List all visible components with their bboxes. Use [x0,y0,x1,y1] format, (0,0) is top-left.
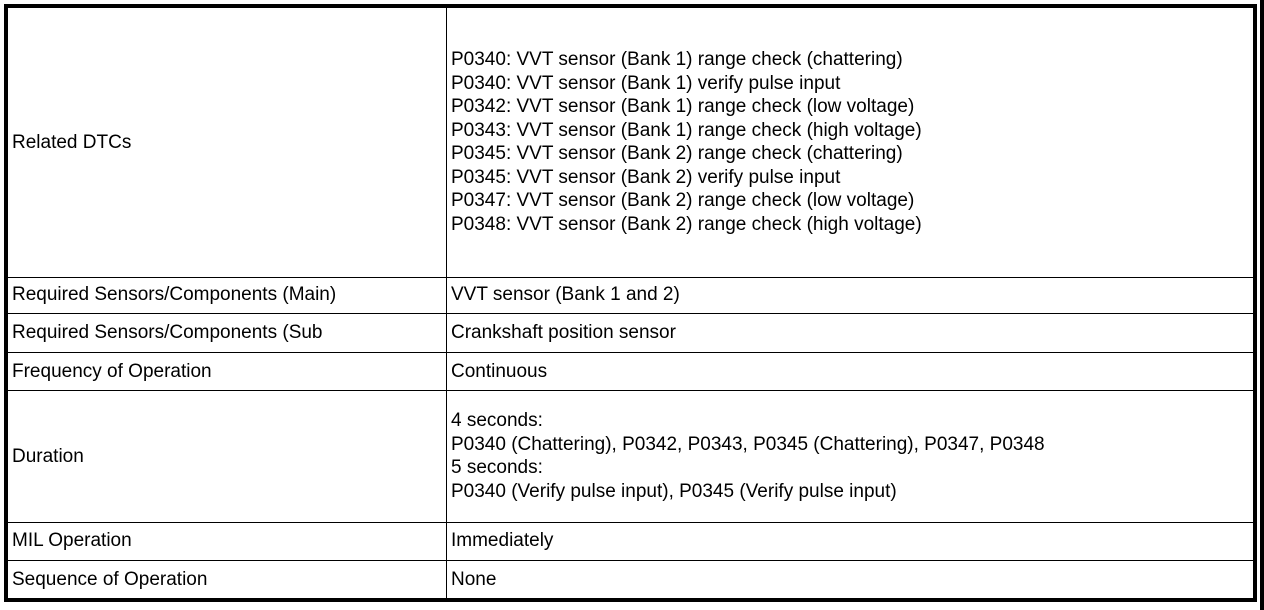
dtc-line: P0340: VVT sensor (Bank 1) verify pulse input [451,72,841,94]
required-main-value: VVT sensor (Bank 1 and 2) [447,277,1254,313]
mil-operation-label: MIL Operation [8,522,447,560]
related-dtcs-label: Related DTCs [8,8,447,278]
dtc-line: P0340: VVT sensor (Bank 1) range check (chattering) [451,49,903,71]
related-dtcs-value [447,8,1254,278]
duration-line: 5 seconds: [451,457,543,479]
sequence-label: Sequence of Operation [8,560,447,598]
dtc-line: P0345: VVT sensor (Bank 2) verify pulse input [451,166,841,188]
table-row-mil-operation [8,522,1254,560]
table-row-related-dtcs [8,8,1254,278]
frequency-label: Frequency of Operation [8,352,447,390]
dtc-line: P0345: VVT sensor (Bank 2) range check (chattering) [451,143,903,165]
table-row-required-main [8,277,1254,313]
mil-operation-value: Immediately [447,522,1254,560]
required-sub-label: Required Sensors/Components (Sub [8,313,447,352]
table-row-duration [8,391,1254,523]
required-main-label: Required Sensors/Components (Main) [8,277,447,313]
dtc-line: P0347: VVT sensor (Bank 2) range check (low voltage) [451,190,915,212]
duration-value [447,391,1254,523]
duration-line: P0340 (Verify pulse input), P0345 (Verify pulse input) [451,480,897,502]
sequence-value: None [447,560,1254,598]
table-row-sequence [8,560,1254,598]
dtc-line: P0348: VVT sensor (Bank 2) range check (high voltage) [451,213,922,235]
page-edge-bar [1260,0,1264,610]
dtc-line: P0343: VVT sensor (Bank 1) range check (high voltage) [451,119,922,141]
spec-table-frame [4,4,1257,602]
dtc-line: P0342: VVT sensor (Bank 1) range check (low voltage) [451,96,915,118]
table-row-required-sub [8,313,1254,352]
duration-label: Duration [8,391,447,523]
required-sub-value: Crankshaft position sensor [447,313,1254,352]
frequency-value: Continuous [447,352,1254,390]
duration-line: P0340 (Chattering), P0342, P0343, P0345 (Chattering), P0347, P0348 [451,433,1045,455]
table-row-frequency [8,352,1254,390]
duration-line: 4 seconds: [451,410,543,432]
dtc-spec-table [7,7,1254,599]
